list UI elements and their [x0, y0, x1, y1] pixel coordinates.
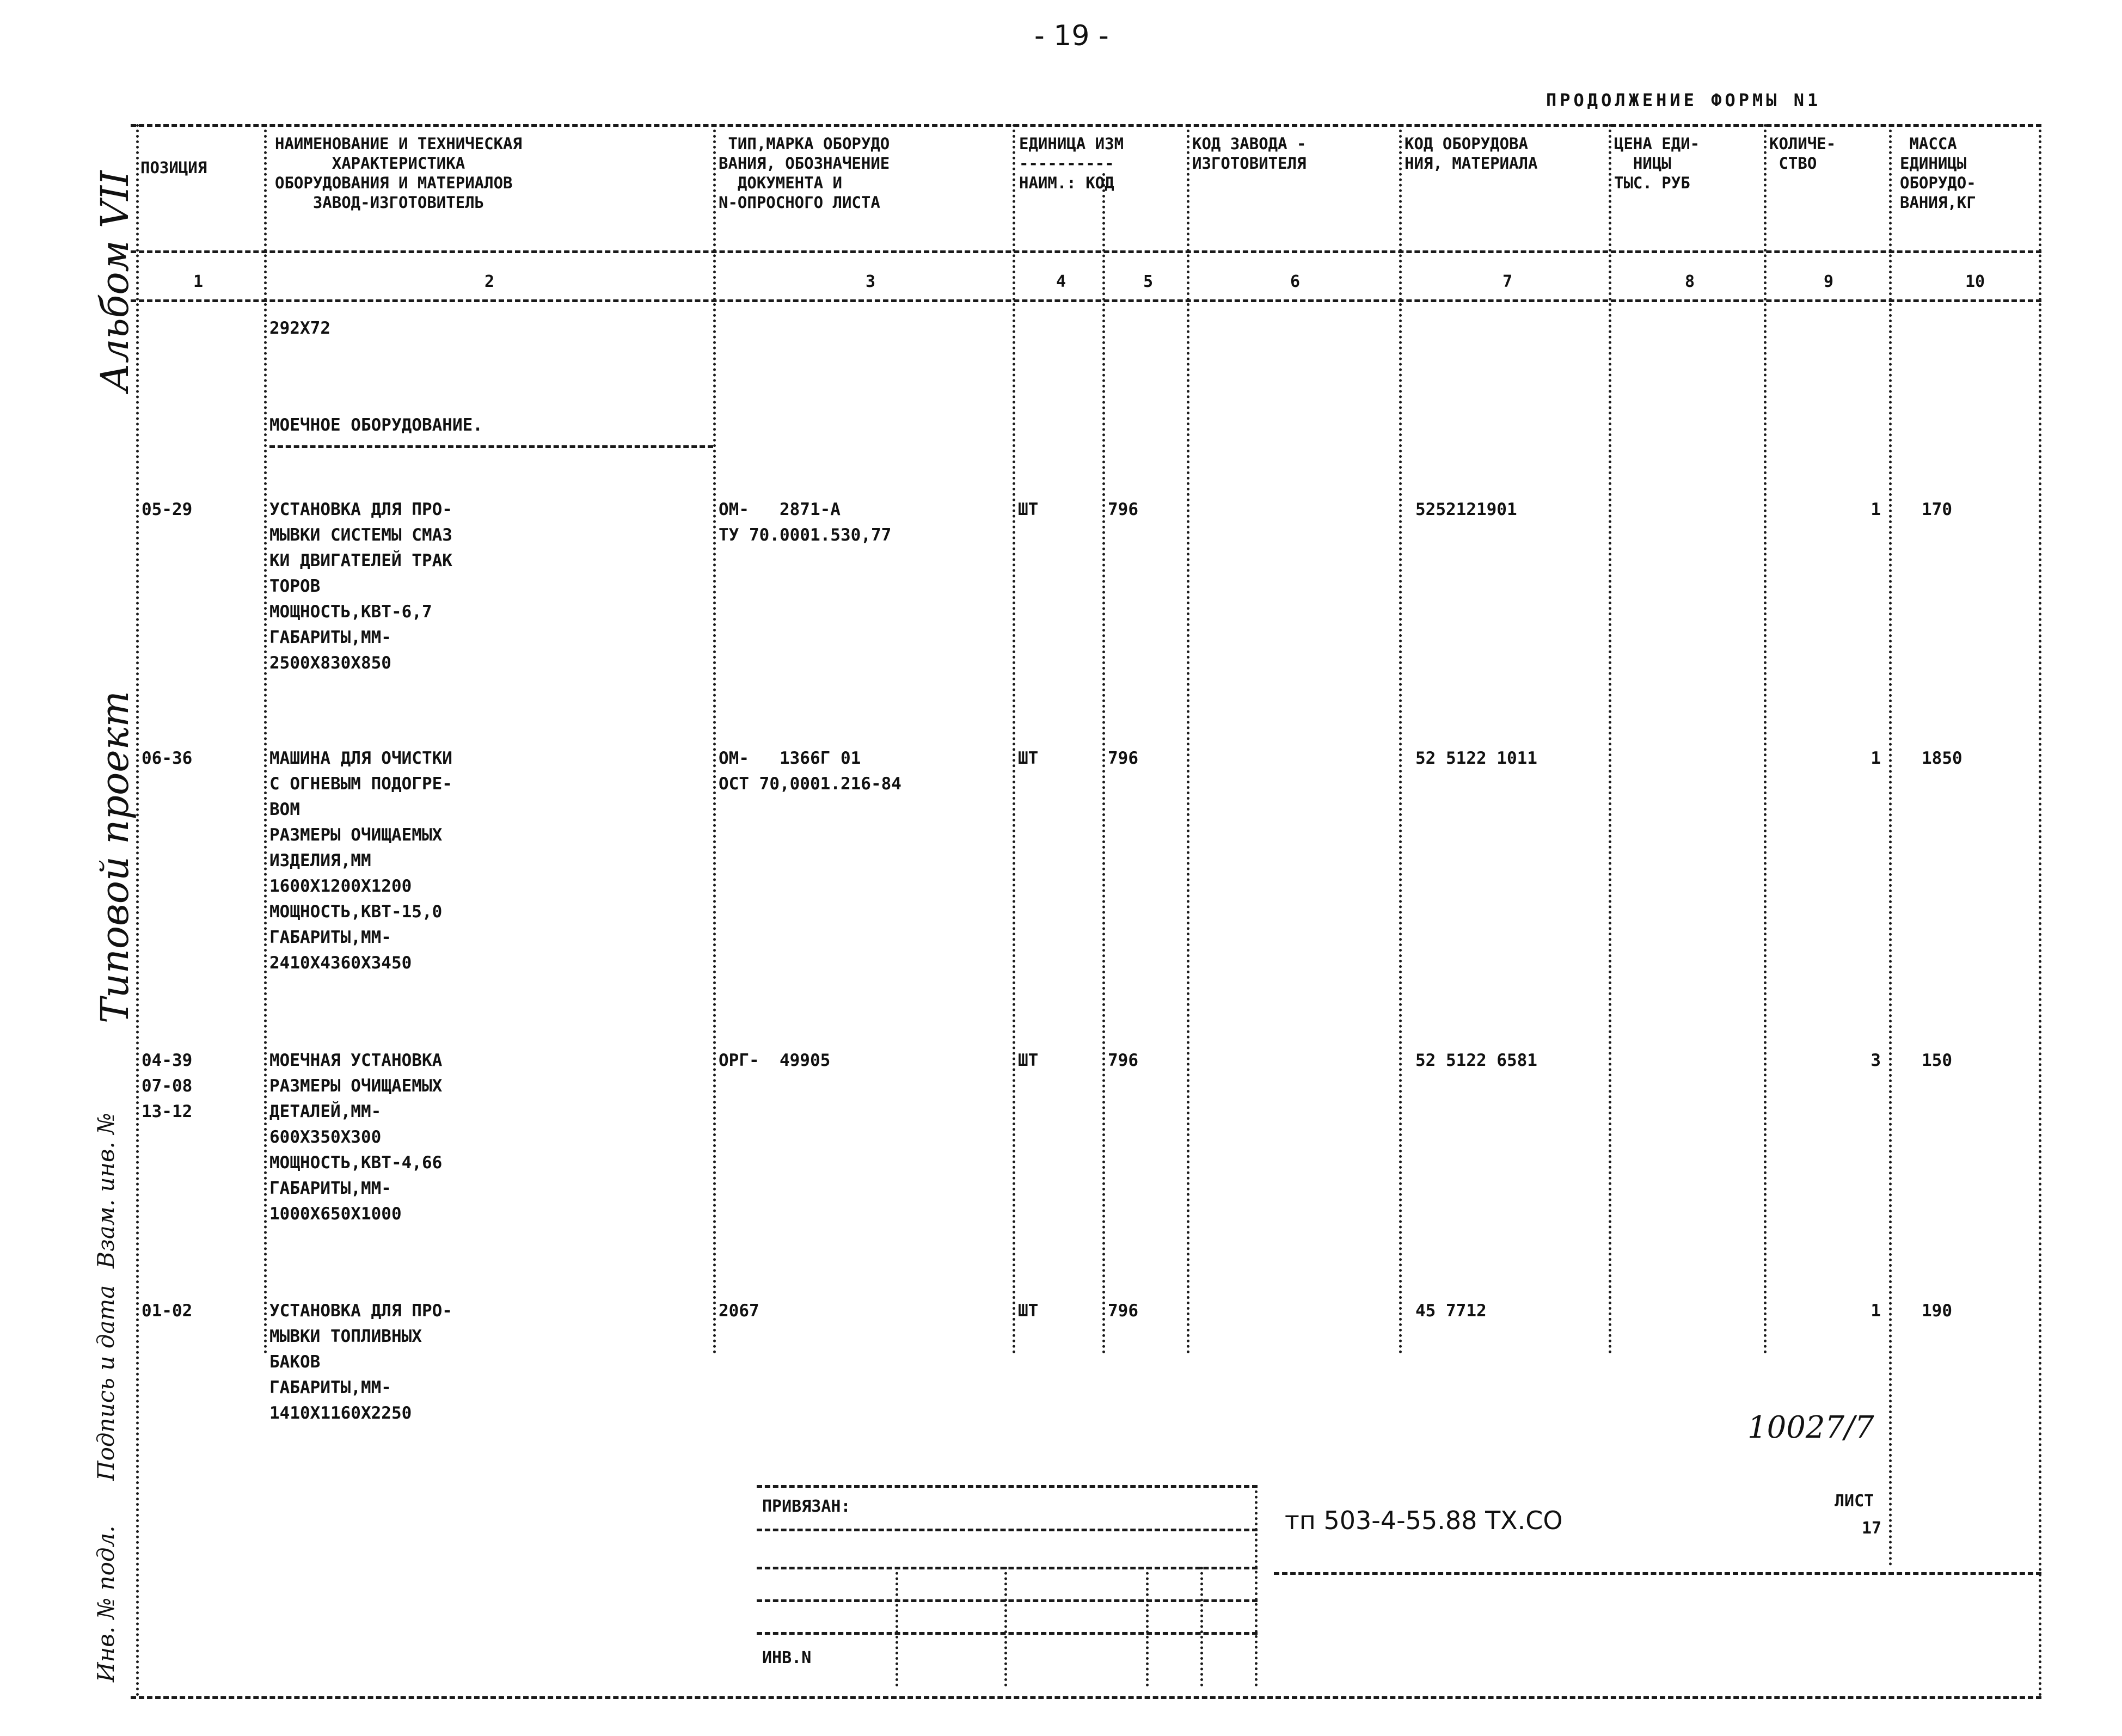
header-name: НАИМЕНОВАНИЕ И ТЕХНИЧЕСКАЯ ХАРАКТЕРИСТИКА ОБОРУДОВАНИЯ И МАТЕРИАЛОВ ЗАВОД-ИЗГОТОВИТЕЛЬ	[275, 134, 522, 212]
col-sep-9	[1889, 124, 1892, 1567]
rule-stamp	[1274, 1572, 2041, 1575]
col-sep-1	[264, 124, 267, 1354]
stamp-inventory-label: ИНВ.N	[762, 1648, 812, 1667]
row-3-unit-code: 796	[1108, 1051, 1138, 1070]
row-4-unit: ШТ	[1018, 1301, 1039, 1321]
column-number: 5	[1143, 272, 1154, 291]
col-sep-6	[1399, 124, 1402, 1354]
side-label-project: Типовой проект	[93, 691, 137, 1023]
col-sep-4	[1102, 173, 1105, 1354]
col-sep-8	[1764, 124, 1767, 1354]
row-2-name: МАШИНА ДЛЯ ОЧИСТКИ С ОГНЕВЫМ ПОДОГРЕ- ВОМ РАЗМЕРЫ ОЧИЩАЕМЫХ ИЗДЕЛИЯ,ММ 1600X1200X1200 МОЩНОСТЬ,КВТ-15,0 ГАБАРИТЫ,ММ- 2410X4360X3450	[269, 749, 452, 973]
col-sep-5	[1187, 124, 1189, 1354]
handwritten-number: 10027/7	[1747, 1410, 1874, 1445]
row-2-mass: 1850	[1922, 749, 1962, 768]
row-4-name: УСТАНОВКА ДЛЯ ПРО- МЫВКИ ТОПЛИВНЫХ БАКОВ ГАБАРИТЫ,ММ- 1410X1160X2250	[269, 1301, 452, 1423]
stamp-rule	[757, 1632, 1258, 1635]
row-3-mass: 150	[1922, 1051, 1952, 1070]
column-number: 9	[1824, 272, 1834, 291]
row-2-unit: ШТ	[1018, 749, 1039, 768]
section-underline	[269, 445, 713, 448]
row-3-quantity: 3	[1870, 1051, 1881, 1070]
rule-colnum-bottom	[131, 299, 2041, 302]
column-number: 10	[1965, 272, 1985, 291]
stamp-tied-label: ПРИВЯЗАН:	[762, 1497, 851, 1516]
row-3-name: МОЕЧНАЯ УСТАНОВКА РАЗМЕРЫ ОЧИЩАЕМЫХ ДЕТАЛЕЙ,ММ- 600X350X300 МОЩНОСТЬ,КВТ-4,66 ГАБАРИТЫ,ММ- 1000X650X1000	[269, 1051, 443, 1224]
column-number: 8	[1685, 272, 1695, 291]
row-2-unit-code: 796	[1108, 749, 1138, 768]
stamp-rule	[757, 1599, 1258, 1602]
document-code: тп 503-4-55.88 ТХ.СО	[1285, 1506, 1563, 1535]
row-1-position: 05-29	[142, 500, 193, 519]
header-type: ТИП,МАРКА ОБОРУДО ВАНИЯ, ОБОЗНАЧЕНИЕ ДОКУМЕНТА И N-ОПРОСНОГО ЛИСТА	[719, 134, 890, 212]
column-number: 7	[1502, 272, 1513, 291]
col-sep-0	[136, 124, 139, 1697]
header-equipment-code: КОД ОБОРУДОВА НИЯ, МАТЕРИАЛА	[1405, 134, 1538, 173]
continuation-title: ПРОДОЛЖЕНИЕ ФОРМЫ N1	[1546, 90, 1822, 111]
column-number: 2	[484, 272, 495, 291]
row-1-equipment-code: 5252121901	[1415, 500, 1517, 519]
header-mass: МАССА ЕДИНИЦЫ ОБОРУДО- ВАНИЯ,КГ	[1900, 134, 1976, 212]
stamp-cell-sep	[1200, 1567, 1203, 1686]
header-position: ПОЗИЦИЯ	[140, 158, 207, 177]
row-4-mass: 190	[1922, 1301, 1952, 1321]
row-4-document: 2067	[719, 1301, 759, 1321]
header-price: ЦЕНА ЕДИ- НИЦЫ ТЫС. РУБ	[1614, 134, 1700, 192]
form-sheet	[131, 124, 2041, 1697]
row-1-quantity: 1	[1870, 500, 1881, 519]
row-4-unit-code: 796	[1108, 1301, 1138, 1321]
stamp-edge	[1255, 1485, 1258, 1686]
row-1-unit-code: 796	[1108, 500, 1138, 519]
row-1-mass: 170	[1922, 500, 1952, 519]
stamp-cell-sep	[1146, 1567, 1149, 1686]
row-2-equipment-code: 52 5122 1011	[1415, 749, 1537, 768]
row-4-position: 01-02	[142, 1301, 193, 1321]
stamp-rule	[757, 1567, 1258, 1569]
page-number: - 19 -	[1034, 20, 1109, 52]
stamp-cell-sep	[896, 1567, 898, 1686]
side-label-album: Альбом VII	[93, 170, 137, 392]
row-4-equipment-code: 45 7712	[1415, 1301, 1487, 1321]
sheet-label: ЛИСТ	[1835, 1492, 1874, 1511]
header-quantity: КОЛИЧЕ- СТВО	[1769, 134, 1836, 173]
column-number: 4	[1056, 272, 1066, 291]
header-factory-code: КОД ЗАВОДА - ИЗГОТОВИТЕЛЯ	[1192, 134, 1307, 173]
row-3-equipment-code: 52 5122 6581	[1415, 1051, 1537, 1070]
side-label-stamp-2: Подпись и дата	[93, 1285, 119, 1481]
column-number: 1	[193, 272, 204, 291]
stamp-rule	[757, 1485, 1258, 1488]
row-1-document: ОМ- 2871-А ТУ 70.0001.530,77	[719, 500, 892, 545]
row-3-position: 04-39 07-08 13-12	[142, 1051, 193, 1121]
side-label-stamp-1: Взам. инв. №	[93, 1113, 119, 1268]
row-4-quantity: 1	[1870, 1301, 1881, 1321]
col-sep-7	[1609, 124, 1611, 1354]
row-3-document: ОРГ- 49905	[719, 1051, 831, 1070]
stamp-block	[757, 1485, 1258, 1686]
row-continuation-name: 292X72	[269, 318, 330, 338]
row-1-unit: ШТ	[1018, 500, 1039, 519]
col-sep-3	[1013, 124, 1015, 1354]
stamp-rule	[757, 1529, 1258, 1531]
stamp-cell-sep	[1004, 1567, 1007, 1686]
row-1-name: УСТАНОВКА ДЛЯ ПРО- МЫВКИ СИСТЕМЫ СМАЗ КИ ДВИГАТЕЛЕЙ ТРАК ТОРОВ МОЩНОСТЬ,КВТ-6,7 ГАБАРИТЫ,ММ- 2500X830X850	[269, 500, 452, 673]
column-number: 3	[866, 272, 876, 291]
row-2-quantity: 1	[1870, 749, 1881, 768]
side-label-stamp-3: Инв. № подл.	[93, 1525, 119, 1682]
header-unit: ЕДИНИЦА ИЗМ ---------- НАИМ.: КОД	[1019, 134, 1124, 192]
col-sep-10	[2039, 124, 2041, 1697]
rule-bottom	[131, 1696, 2041, 1699]
row-2-position: 06-36	[142, 749, 193, 768]
sheet-number: 17	[1862, 1519, 1882, 1538]
column-number: 6	[1290, 272, 1301, 291]
rule-top	[131, 124, 2041, 127]
row-3-unit: ШТ	[1018, 1051, 1039, 1070]
rule-header-bottom	[131, 250, 2041, 253]
row-2-document: ОМ- 1366Г 01 ОСТ 70,0001.216-84	[719, 749, 901, 794]
section-title: МОЕЧНОЕ ОБОРУДОВАНИЕ.	[269, 415, 483, 435]
